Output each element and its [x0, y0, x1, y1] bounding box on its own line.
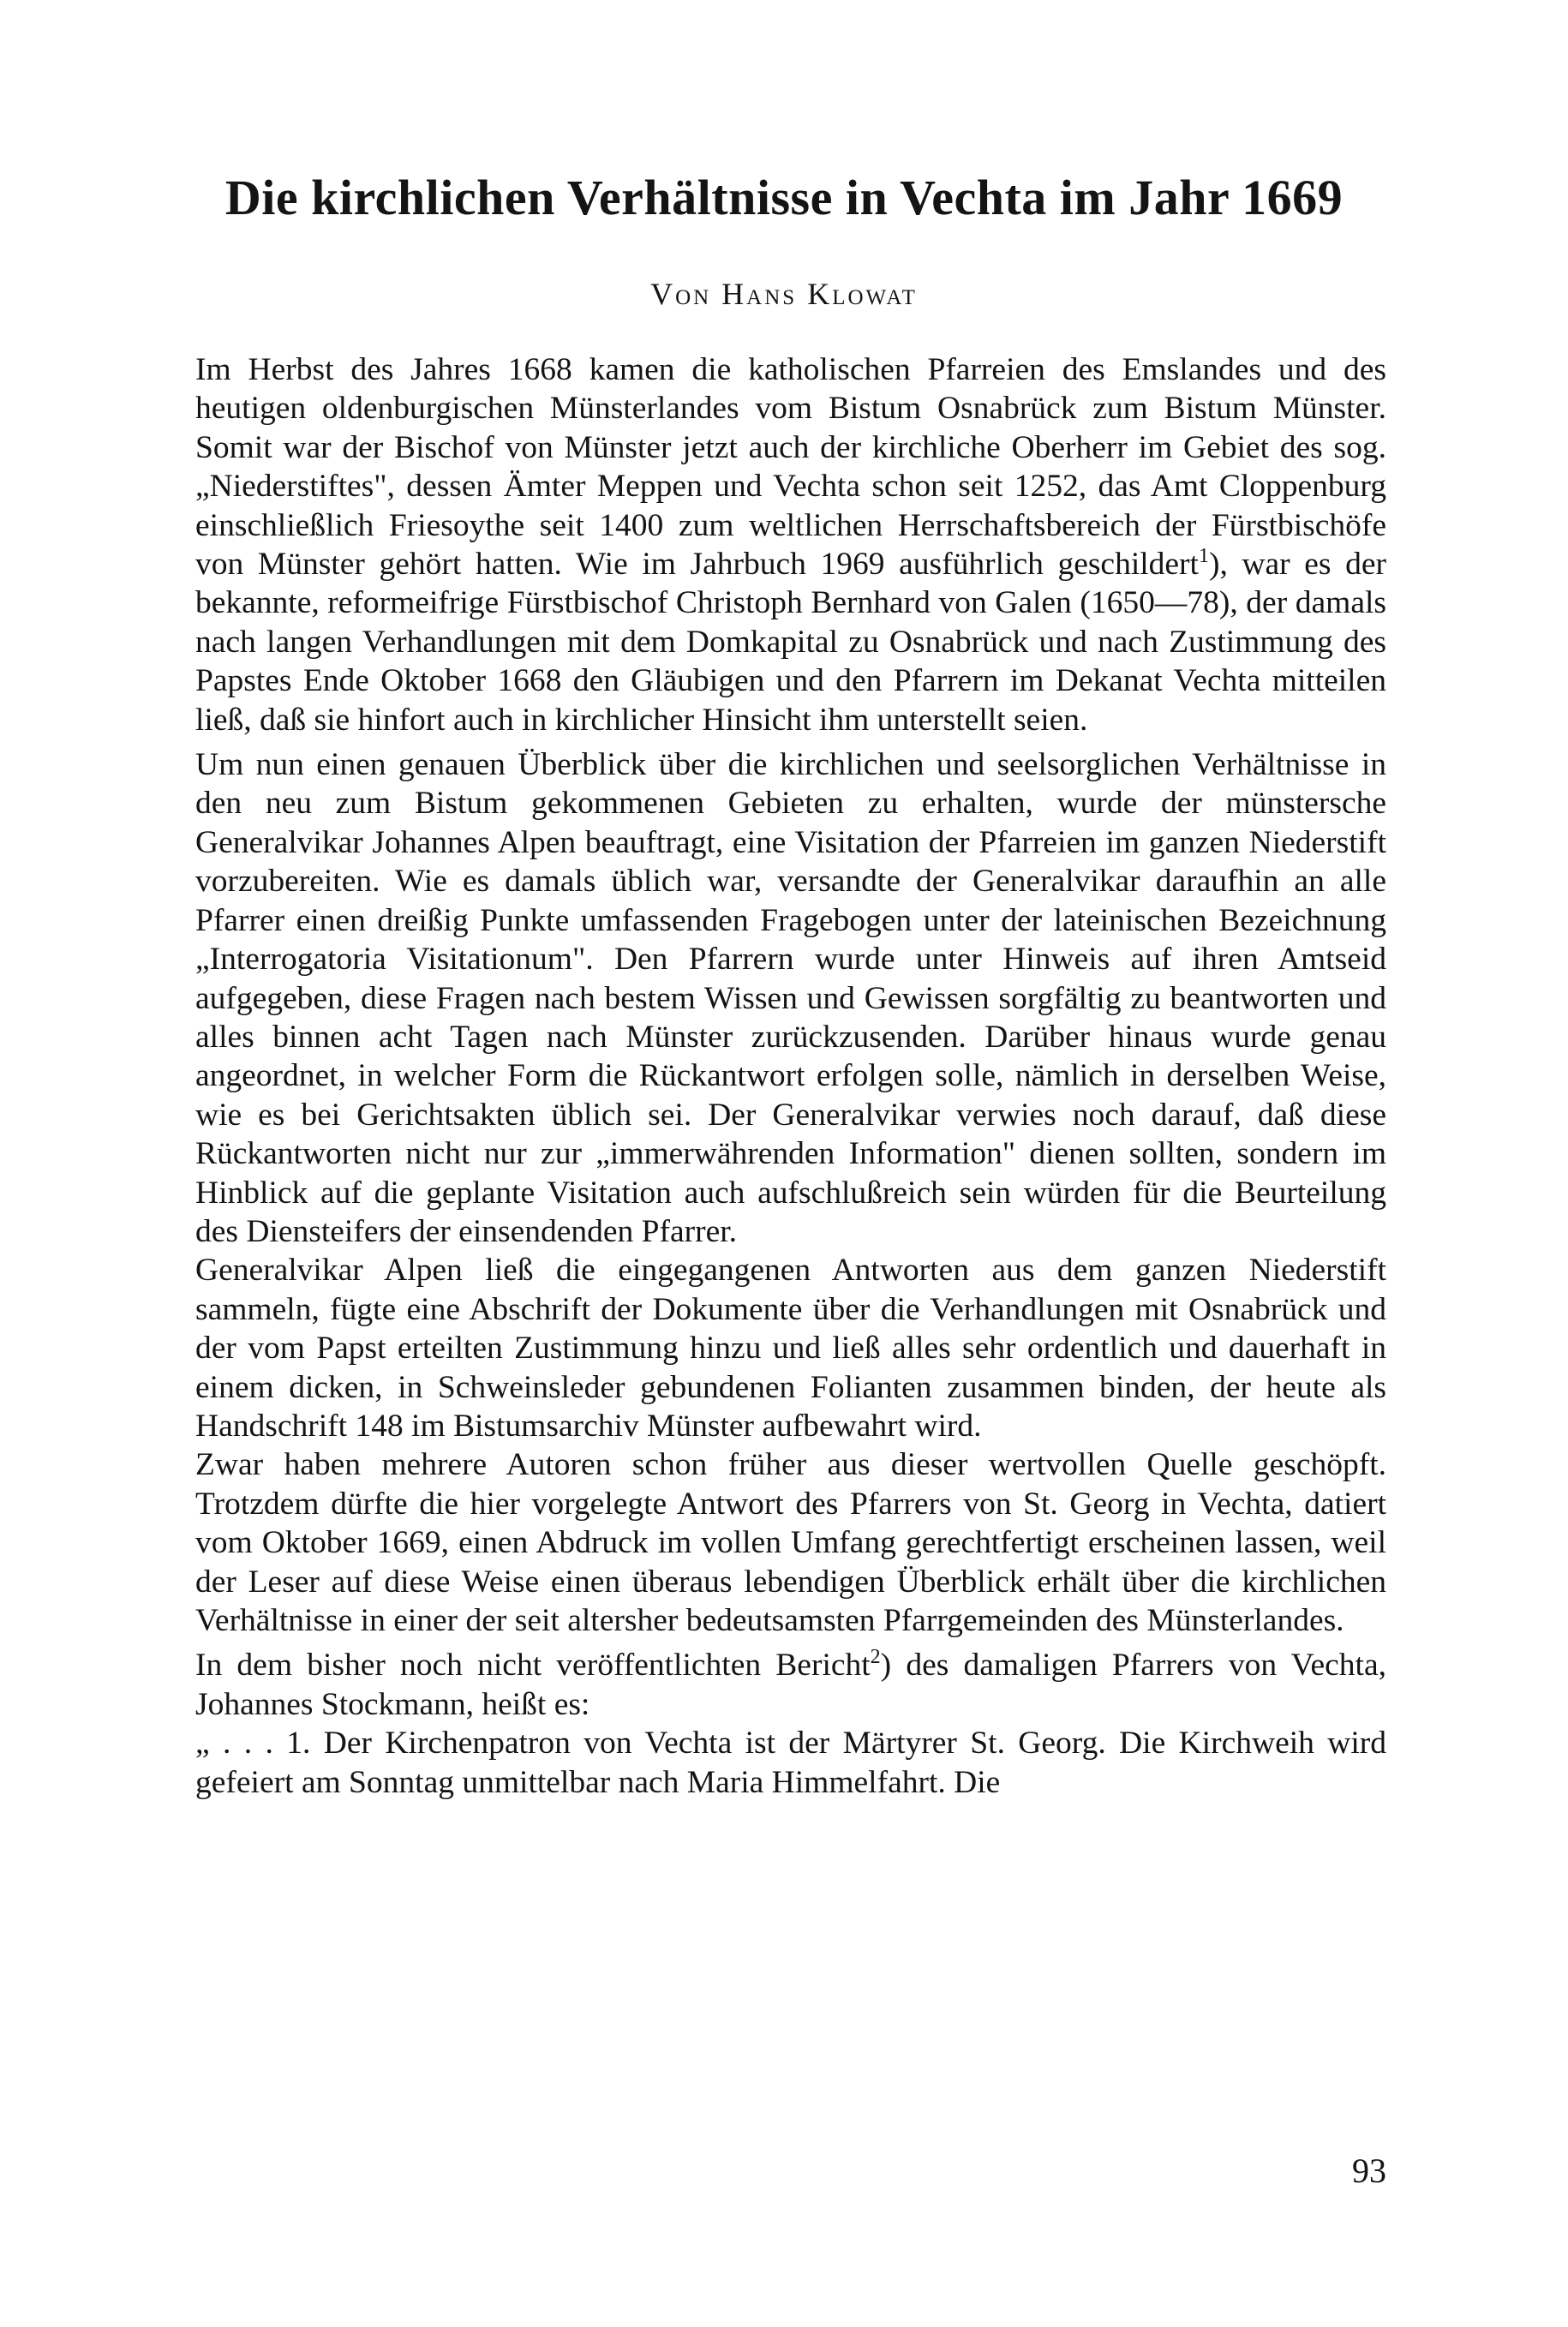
- article-title: Die kirchlichen Verhältnisse in Vechta im Jahr 1669: [224, 170, 1344, 225]
- paragraph: Zwar haben mehrere Autoren schon früher aus dieser wertvollen Quelle geschöpft. Trotzdem dürfte die hier vorgelegte Antwort des Pfarrers von St. Georg in Vechta, datiert vom Oktober 1669, einen Abdruck im vollen Umfang gerechtfertigt erscheinen lassen, weil der Leser auf diese Weise einen überaus lebendigen Überblick erhält über die kirchlichen Verhältnisse in einer der seit altersher bedeutsamsten Pfarrgemeinden des Münsterlandes.: [195, 1447, 1386, 1638]
- paragraph-text: Im Herbst des Jahres 1668 kamen die katholischen Pfarreien des Emslandes und des heutigen oldenburgischen Münsterlandes vom Bistum Osnabrück zum Bistum Münster. Somit war der Bischof von Münster jetzt auch der kirchliche Oberherr im Gebiet des sog. „Niederstiftes", dessen Ämter Meppen und Vechta schon seit 1252, das Amt Cloppenburg einschließlich Friesoythe seit 1400 zum weltlichen Herrschaftsbereich der Fürstbischöfe von Münster gehört hatten. Wie im Jahrbuch 1969 ausführlich geschildert: [195, 352, 1386, 583]
- paragraph-text: ), war es der bekannte, reformeifrige Fürstbischof Christoph Bernhard von Galen (1650—78), der damals nach langen Verhandlungen mit dem Domkapital zu Osnabrück und nach Zustimmung des Papstes Ende Oktober 1668 den Gläubigen und den Pfarrern im Dekanat Vechta mitteilen ließ, daß sie hinfort auch in kirchlicher Hinsicht ihm unterstellt seien.: [195, 547, 1386, 738]
- paragraph: [195, 1646, 1386, 1724]
- paragraph: Generalvikar Alpen ließ die eingegangenen Antworten aus dem ganzen Niederstift sammeln, fügte eine Abschrift der Dokumente über die Verhandlungen mit Osnabrück und der vom Papst erteilten Zustimmung hinzu und ließ alles sehr ordentlich und dauerhaft in einem dicken, in Schweinsleder gebundenen Folianten zusammen binden, der heute als Handschrift 148 im Bistumsarchiv Münster aufbewahrt wird.: [195, 1253, 1386, 1444]
- page-number: 93: [1352, 2151, 1386, 2190]
- footnote-marker: 1: [1198, 545, 1209, 568]
- paragraph-text: ) des damaligen Pfarrers von Vechta, Johannes Stockmann, heißt es:: [195, 1648, 1386, 1722]
- author-byline: Von Hans Klowat: [650, 277, 918, 311]
- article-body: [195, 350, 1386, 1802]
- paragraph-text: In dem bisher noch nicht veröffentlichten Bericht: [195, 1648, 871, 1684]
- paragraph: Um nun einen genauen Überblick über die kirchlichen und seelsorglichen Verhältnisse in den neu zum Bistum gekommenen Gebieten zu erhalten, wurde der münstersche Generalvikar Johannes Alpen beauftragt, eine Visitation der Pfarreien im ganzen Niederstift vorzubereiten. Wie es damals üblich war, versandte der Generalvikar daraufhin an alle Pfarrer einen dreißig Punkte umfassenden Fragebogen unter der lateinischen Bezeichnung „Interrogatoria Visitationum". Den Pfarrern wurde unter Hinweis auf ihren Amtseid aufgegeben, diese Fragen nach bestem Wissen und Gewissen sorgfältig zu beantworten und alles binnen acht Tagen nach Münster zurückzusenden. Darüber hinaus wurde genau angeordnet, in welcher Form die Rückantwort erfolgen solle, nämlich in derselben Weise, wie es bei Gerichtsakten üblich sei. Der Generalvikar verwies noch darauf, daß diese Rückantworten nicht nur zur „immerwährenden Information" dienen sollten, sondern im Hinblick auf die geplante Visitation auch aufschlußreich sein würden für die Beurteilung des Diensteifers der einsendenden Pfarrer.: [195, 747, 1386, 1249]
- quoted-paragraph: „ . . . 1. Der Kirchenpatron von Vechta ist der Märtyrer St. Georg. Die Kirchweih wird gefeiert am Sonntag unmittelbar nach Maria Himmelfahrt. Die: [195, 1726, 1386, 1800]
- paragraph: [195, 350, 1386, 739]
- footnote-marker: 2: [870, 1646, 881, 1669]
